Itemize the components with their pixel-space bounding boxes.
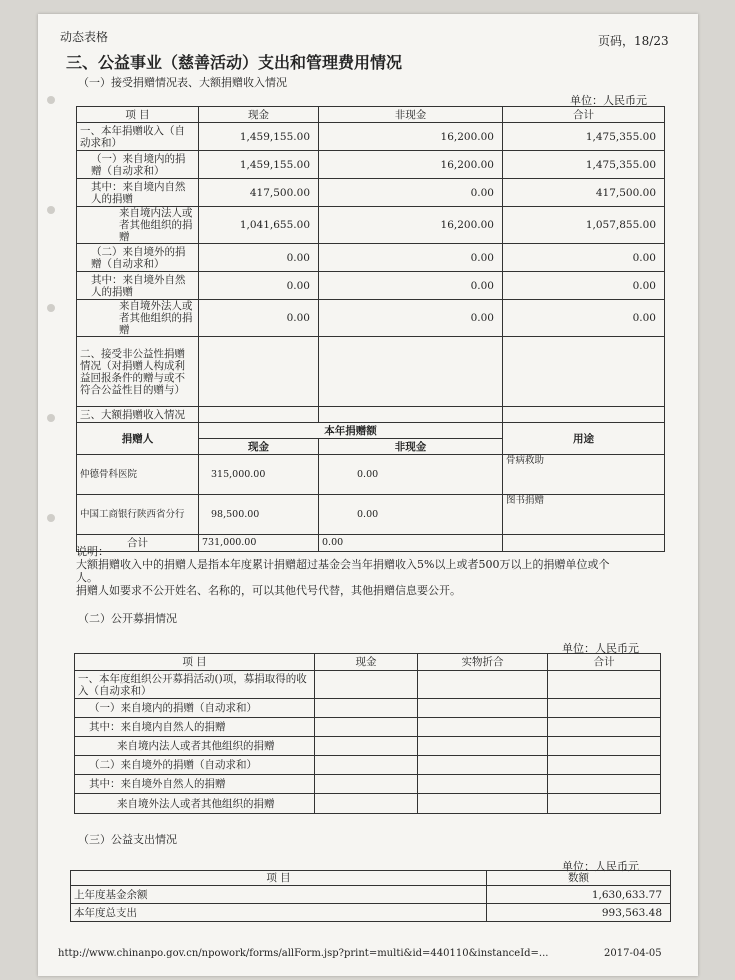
cash-cell: 0.00 xyxy=(199,300,319,337)
donation-table xyxy=(76,106,665,552)
amount-header: 本年捐赠额 xyxy=(199,423,503,439)
row-label: 本年度总支出 xyxy=(71,904,487,922)
footer-url: http://www.chinanpo.gov.cn/npowork/forms/allForm.jsp?print=multi&id=440110&instanceId=... xyxy=(58,948,549,959)
empty-cell xyxy=(548,794,661,814)
notes xyxy=(76,545,609,597)
table-row xyxy=(77,207,665,244)
empty-cell xyxy=(199,407,319,423)
total-cell: 0.00 xyxy=(503,244,665,272)
cash-cell: 0.00 xyxy=(199,244,319,272)
row-label: 其中：来自境外自然人的捐赠 xyxy=(75,775,315,794)
empty-cell xyxy=(418,671,548,699)
empty-cell xyxy=(319,407,503,423)
table-row xyxy=(71,886,671,904)
row-label: 上年度基金余额 xyxy=(71,886,487,904)
cash-cell: 1,459,155.00 xyxy=(199,123,319,151)
table-row xyxy=(77,272,665,300)
column-header: 非现金 xyxy=(319,107,503,123)
table-header-row xyxy=(75,654,661,671)
section2-subtitle: （二）公开募捐情况 xyxy=(78,612,177,625)
column-header: 现金 xyxy=(315,654,418,671)
total-noncash: 0.00 xyxy=(319,535,503,552)
row-label: 二、接受非公益性捐赠情况（对捐赠人构成利益回报条件的赠与或不符合公益性目的赠与） xyxy=(77,337,199,407)
row-label: （一）来自境内的捐赠（自动求和） xyxy=(77,151,199,179)
use-cell: 图书捐赠 xyxy=(503,495,665,535)
empty-cell xyxy=(315,699,418,718)
empty-cell xyxy=(319,337,503,407)
use-cell: 骨病救助 xyxy=(503,455,665,495)
table-row xyxy=(75,756,661,775)
table-row xyxy=(77,407,665,423)
row-label: 一、本年度组织公开募捐活动()项，募捐取得的收入（自动求和） xyxy=(75,671,315,699)
table-row xyxy=(77,495,665,535)
note-line: 说明： xyxy=(76,545,109,558)
table-row xyxy=(77,337,665,407)
section1-subtitle: （一）接受捐赠情况表、大额捐赠收入情况 xyxy=(78,76,287,89)
empty-cell xyxy=(503,407,665,423)
row-label: （二）来自境外的捐赠（自动求和） xyxy=(77,244,199,272)
cash-cell: 417,500.00 xyxy=(199,179,319,207)
row-label: 来自境内法人或者其他组织的捐赠 xyxy=(75,737,315,756)
noncash-cell: 0.00 xyxy=(319,272,503,300)
row-label: 一、本年捐赠收入（自动求和） xyxy=(77,123,199,151)
table-row xyxy=(75,775,661,794)
section3-unit: 单位：人民币元 xyxy=(562,860,639,873)
note-line: 大额捐赠收入中的捐赠人是指本年度累计捐赠超过基金会当年捐赠收入5%以上或者500万以上的捐赠单位或个 xyxy=(76,558,610,571)
donor-cell: 仲德骨科医院 xyxy=(77,455,199,495)
row-label: 其中：来自境外自然人的捐赠 xyxy=(77,272,199,300)
empty-cell xyxy=(418,718,548,737)
expenditure-table xyxy=(70,870,671,922)
table-row xyxy=(77,179,665,207)
table-row xyxy=(77,300,665,337)
table-row xyxy=(77,244,665,272)
punch-hole xyxy=(47,304,55,312)
cash-cell: 98,500.00 xyxy=(199,495,319,535)
note-line: 捐赠人如要求不公开姓名、名称的，可以其他代号代替，其他捐赠信息要公开。 xyxy=(76,584,461,597)
total-cell: 417,500.00 xyxy=(503,179,665,207)
empty-cell xyxy=(548,671,661,699)
column-header: 合计 xyxy=(503,107,665,123)
noncash-cell: 16,200.00 xyxy=(319,151,503,179)
noncash-cell: 0.00 xyxy=(319,300,503,337)
total-cell: 0.00 xyxy=(503,272,665,300)
total-cash: 731,000.00 xyxy=(199,535,319,552)
column-header: 项 目 xyxy=(77,107,199,123)
noncash-header: 非现金 xyxy=(319,439,503,455)
large-header-row xyxy=(77,423,665,439)
empty-cell xyxy=(548,775,661,794)
punch-hole xyxy=(47,206,55,214)
row-label: 来自境外法人或者其他组织的捐赠 xyxy=(77,300,199,337)
cash-cell: 1,459,155.00 xyxy=(199,151,319,179)
noncash-cell: 0.00 xyxy=(319,455,503,495)
table-row xyxy=(75,737,661,756)
column-header: 数额 xyxy=(487,871,671,886)
empty-cell xyxy=(315,756,418,775)
total-cell: 1,475,355.00 xyxy=(503,151,665,179)
total-cell: 1,057,855.00 xyxy=(503,207,665,244)
empty-cell xyxy=(548,737,661,756)
column-header: 实物折合 xyxy=(418,654,548,671)
use-header: 用途 xyxy=(503,423,665,455)
table-row xyxy=(77,455,665,495)
table-row xyxy=(75,794,661,814)
empty-cell xyxy=(315,794,418,814)
cash-cell: 1,041,655.00 xyxy=(199,207,319,244)
noncash-cell: 16,200.00 xyxy=(319,207,503,244)
empty-cell xyxy=(418,794,548,814)
row-label: 三、大额捐赠收入情况 xyxy=(77,407,199,423)
empty-cell xyxy=(315,775,418,794)
empty-cell xyxy=(418,775,548,794)
empty-cell xyxy=(503,337,665,407)
empty-cell xyxy=(548,718,661,737)
public-fundraising-table xyxy=(74,653,661,814)
cash-cell: 315,000.00 xyxy=(199,455,319,495)
column-header: 现金 xyxy=(199,107,319,123)
note-line: 人。 xyxy=(76,571,98,584)
page-title: 三、公益事业（慈善活动）支出和管理费用情况 xyxy=(66,53,403,72)
empty-cell xyxy=(418,737,548,756)
row-label: （一）来自境内的捐赠（自动求和） xyxy=(75,699,315,718)
value-cell: 993,563.48 xyxy=(487,904,671,922)
total-cell: 1,475,355.00 xyxy=(503,123,665,151)
row-label: 来自境外法人或者其他组织的捐赠 xyxy=(75,794,315,814)
table-row xyxy=(75,718,661,737)
empty-cell xyxy=(315,737,418,756)
total-label: 合计 xyxy=(77,535,199,552)
column-header: 合计 xyxy=(548,654,661,671)
row-label: 其中：来自境内自然人的捐赠 xyxy=(75,718,315,737)
table-row xyxy=(77,123,665,151)
empty-cell xyxy=(315,718,418,737)
row-label: （二）来自境外的捐赠（自动求和） xyxy=(75,756,315,775)
donor-header: 捐赠人 xyxy=(77,423,199,455)
cash-header: 现金 xyxy=(199,439,319,455)
punch-hole xyxy=(47,96,55,104)
noncash-cell: 0.00 xyxy=(319,244,503,272)
empty-cell xyxy=(548,756,661,775)
row-label: 来自境内法人或者其他组织的捐赠 xyxy=(77,207,199,244)
section1-unit: 单位：人民币元 xyxy=(570,94,647,107)
value-cell: 1,630,633.77 xyxy=(487,886,671,904)
cash-cell: 0.00 xyxy=(199,272,319,300)
donor-cell: 中国工商银行陕西省分行 xyxy=(77,495,199,535)
noncash-cell: 0.00 xyxy=(319,179,503,207)
document-page xyxy=(38,14,698,976)
table-row xyxy=(77,151,665,179)
noncash-cell: 16,200.00 xyxy=(319,123,503,151)
section3-subtitle: （三）公益支出情况 xyxy=(78,833,177,846)
noncash-cell: 0.00 xyxy=(319,495,503,535)
table-row xyxy=(75,671,661,699)
empty-cell xyxy=(418,756,548,775)
punch-hole xyxy=(47,514,55,522)
footer-date: 2017-04-05 xyxy=(604,948,662,959)
empty-cell xyxy=(315,671,418,699)
section2-unit: 单位：人民币元 xyxy=(562,642,639,655)
column-header: 项 目 xyxy=(75,654,315,671)
empty-cell xyxy=(199,337,319,407)
page-number: 页码，18/23 xyxy=(598,34,669,48)
punch-hole xyxy=(47,414,55,422)
row-label: 其中：来自境内自然人的捐赠 xyxy=(77,179,199,207)
header-left: 动态表格 xyxy=(60,30,109,44)
empty-cell xyxy=(548,699,661,718)
table-header-row xyxy=(71,871,671,886)
table-row xyxy=(75,699,661,718)
total-cell: 0.00 xyxy=(503,300,665,337)
table-row xyxy=(71,904,671,922)
table-header-row xyxy=(77,107,665,123)
column-header: 项 目 xyxy=(71,871,487,886)
empty-cell xyxy=(418,699,548,718)
